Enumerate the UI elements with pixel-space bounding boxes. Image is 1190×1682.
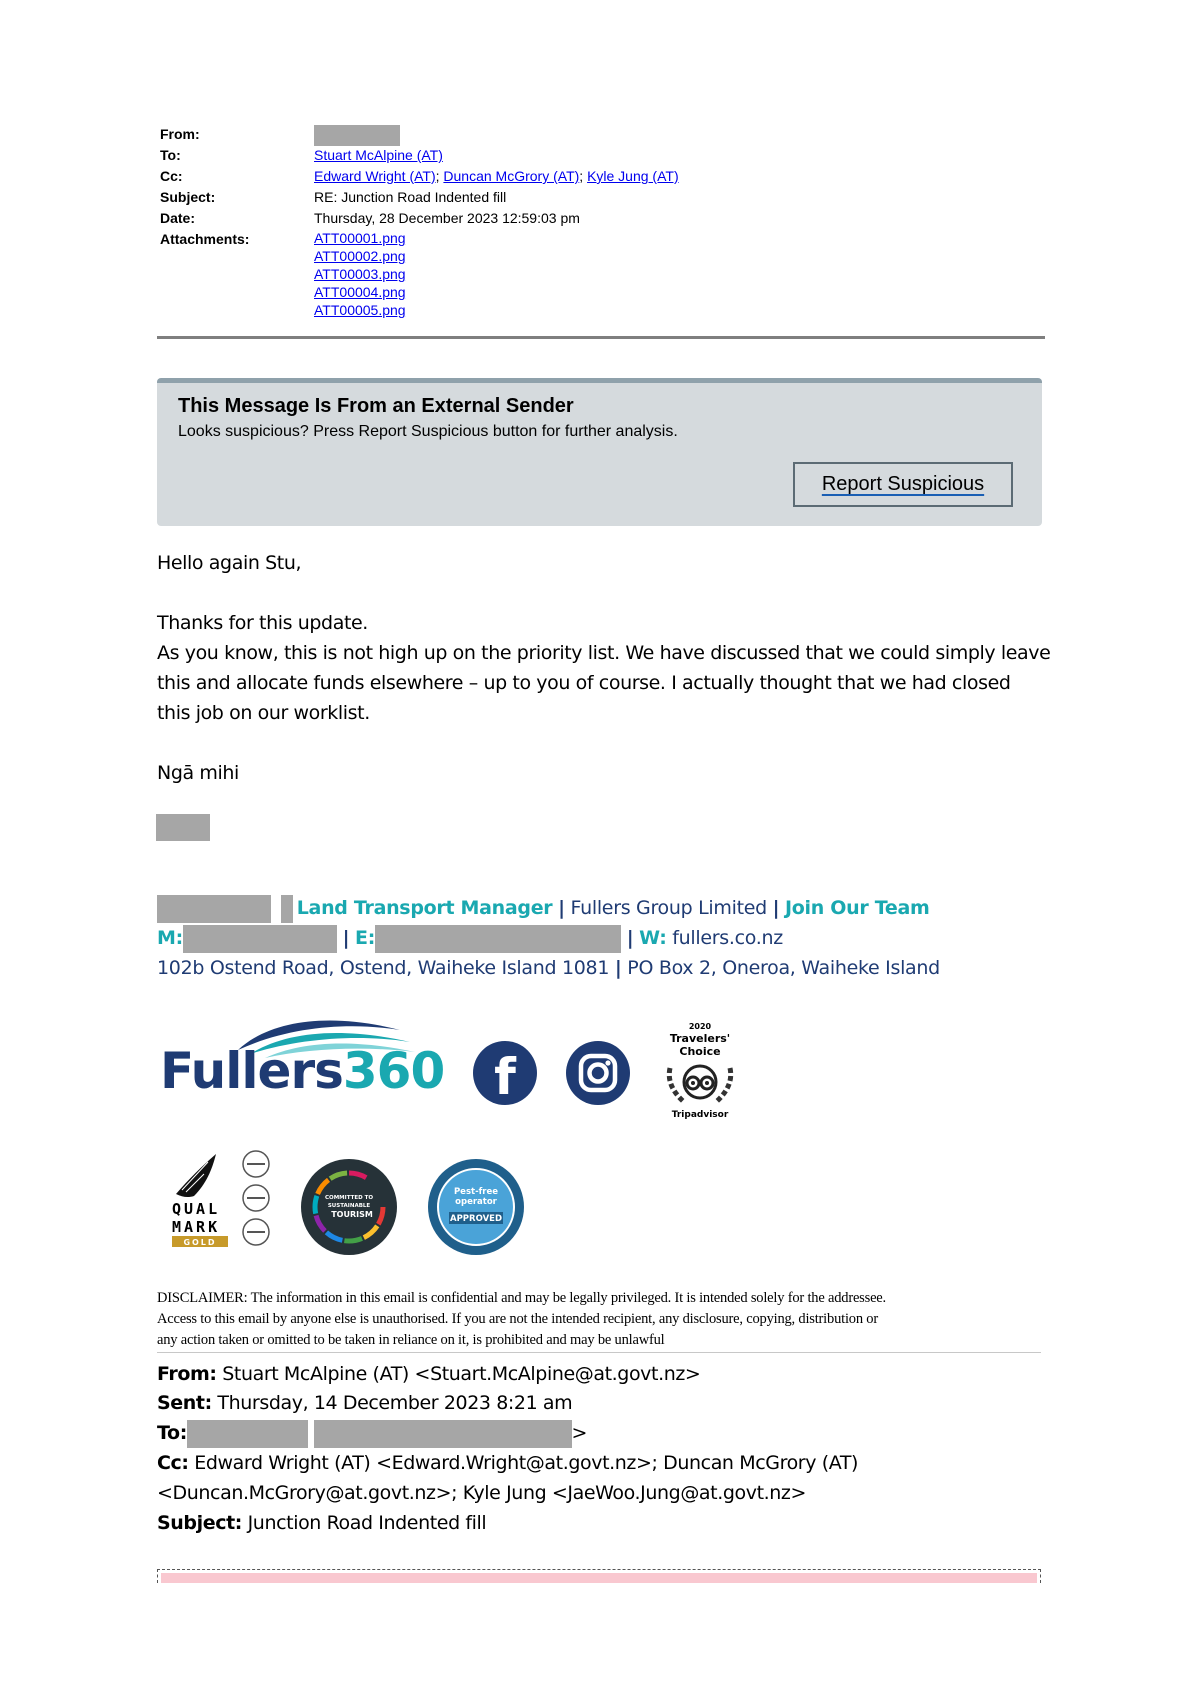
pest-free-text-line-2: operator (455, 1197, 497, 1207)
pest-free-warrant-badge (427, 1158, 525, 1256)
attachment-link[interactable]: ATT00002.png (314, 248, 406, 264)
sustainable-tourism-badge (300, 1158, 398, 1256)
tripadvisor-line-2: Choice (679, 1045, 721, 1058)
header-divider (157, 336, 1045, 339)
redaction-block (187, 1420, 308, 1448)
quoted-cc-line-2: <Duncan.McGrory@at.govt.nz>; Kyle Jung <JaeWoo.Jung@at.govt.nz> (157, 1482, 807, 1504)
instagram-icon[interactable] (565, 1040, 631, 1106)
quoted-to-line (157, 1418, 587, 1448)
to-recipient-link[interactable]: Stuart McAlpine (AT) (314, 147, 443, 163)
body-paragraph-line: this job on our worklist. (157, 702, 370, 724)
cc-recipient-link[interactable]: Duncan McGrory (AT) (443, 168, 580, 184)
redaction-block (281, 895, 293, 923)
cc-recipient-link[interactable]: Kyle Jung (AT) (587, 168, 679, 184)
quoted-sent-value: Thursday, 14 December 2023 8:21 am (211, 1392, 573, 1414)
separator: | (558, 897, 565, 919)
quoted-from-line (157, 1359, 700, 1389)
disclaimer-line: any action taken or omitted to be taken in reliance on it, is prohibited and may be unlawful (157, 1332, 665, 1348)
redaction-block (183, 925, 337, 953)
signature-line-2 (157, 923, 783, 953)
attachment-link[interactable]: ATT00004.png (314, 284, 406, 300)
header-date-row (160, 208, 1046, 229)
quoted-subject-label: Subject: (157, 1512, 242, 1534)
tripadvisor-line-1: Travelers' (669, 1032, 731, 1045)
banner-subtitle: Looks suspicious? Press Report Suspicious button for further analysis. (178, 423, 678, 440)
redaction-block (375, 925, 621, 953)
pest-free-text-line-3: APPROVED (449, 1214, 503, 1224)
quoted-cc-value: Edward Wright (AT) <Edward.Wright@at.govt.nz>; Duncan McGrory (AT) (188, 1452, 859, 1474)
cc-label: Cc: (160, 168, 183, 184)
disclaimer-line: DISCLAIMER: The information in this email is confidential and may be legally privileged. It is intended solely for the addressee. (157, 1290, 886, 1306)
separator: | (626, 927, 634, 949)
fullers360-logo (160, 1012, 445, 1092)
attachment-link[interactable]: ATT00001.png (314, 230, 406, 246)
banner-title: This Message Is From an External Sender (178, 395, 574, 417)
attachment-list (314, 229, 406, 319)
body-paragraph-line: this and allocate funds elsewhere – up to you of course. I actually thought that we had closed (157, 672, 1011, 694)
cc-separator: ; (435, 168, 440, 184)
quoted-to-label: To: (157, 1422, 187, 1444)
signature-company: Fullers Group Limited (570, 897, 767, 919)
redaction-block (314, 125, 400, 146)
facebook-icon[interactable] (472, 1040, 538, 1106)
from-label: From: (160, 126, 200, 142)
header-cc-row (160, 166, 1046, 187)
signature-line-1 (157, 893, 930, 923)
pest-free-text-line-1: Pest-free (453, 1187, 499, 1197)
greeting: Hello again Stu, (157, 552, 302, 574)
svg-text:Fullers360 (160, 1042, 444, 1092)
email-header (160, 124, 1046, 318)
fullers-wordmark: Fullers (160, 1042, 343, 1092)
body-line-1: Thanks for this update. (157, 612, 368, 634)
signature-job-title: Land Transport Manager (296, 897, 553, 919)
qualmark-gold-text: GOLD (183, 1238, 217, 1247)
web-label: W: (639, 927, 667, 949)
subject-label: Subject: (160, 189, 216, 205)
subject-value: RE: Junction Road Indented fill (314, 189, 507, 205)
join-our-team-link[interactable]: Join Our Team (785, 897, 930, 919)
quoted-divider (157, 1352, 1041, 1353)
cc-recipient-link[interactable]: Edward Wright (AT) (314, 168, 436, 184)
cc-separator: ; (579, 168, 584, 184)
qualmark-gold-badge (168, 1150, 276, 1250)
date-value: Thursday, 28 December 2023 12:59:03 pm (314, 210, 580, 226)
attachments-label: Attachments: (160, 231, 250, 247)
quoted-sent-label: Sent: (157, 1392, 212, 1414)
attachment-link[interactable]: ATT00005.png (314, 302, 406, 318)
po-box-address: PO Box 2, Oneroa, Waiheke Island (627, 957, 940, 979)
quoted-subject-value: Junction Road Indented fill (241, 1512, 487, 1534)
tourism-text-line-2: SUSTAINABLE (327, 1203, 371, 1209)
tourism-text-line-1: COMMITTED TO (325, 1195, 373, 1201)
quoted-from-label: From: (157, 1363, 217, 1385)
facebook-glyph: f (494, 1048, 516, 1106)
fullers-360-wordmark: 360 (342, 1042, 445, 1092)
redaction-block (157, 895, 271, 923)
external-sender-banner (157, 378, 1042, 526)
website-link[interactable]: fullers.co.nz (672, 927, 783, 949)
quoted-from-value: Stuart McAlpine (AT) <Stuart.McAlpine@at.govt.nz> (216, 1363, 701, 1385)
quoted-sent-line (157, 1388, 572, 1418)
quoted-cc-line (157, 1448, 858, 1478)
quoted-banner-strip (161, 1573, 1037, 1583)
tourism-text-line-3: TOURISM (331, 1210, 373, 1219)
redacted-sender-name (156, 814, 210, 841)
tripadvisor-travelers-choice-badge (658, 1020, 742, 1120)
from-value-redacted (314, 124, 400, 146)
separator: | (342, 927, 350, 949)
qualmark-text-line-2: MARK (172, 1218, 221, 1236)
tripadvisor-brand: Tripadvisor (671, 1110, 729, 1120)
date-label: Date: (160, 210, 196, 226)
mobile-label: M: (157, 927, 183, 949)
email-label: E: (355, 927, 376, 949)
disclaimer (157, 1288, 1047, 1351)
report-suspicious-button[interactable]: Report Suspicious (793, 462, 1013, 507)
separator: | (772, 897, 780, 919)
separator: | (614, 957, 622, 979)
tripadvisor-year: 2020 (688, 1022, 712, 1031)
qualmark-text-line-1: QUAL (172, 1200, 221, 1218)
attachment-link[interactable]: ATT00003.png (314, 266, 406, 282)
to-label: To: (160, 147, 181, 163)
header-attachments-row (160, 229, 1046, 318)
disclaimer-line: Access to this email by anyone else is unauthorised. If you are not the intended recipient, any disclosure, copying, distribution or (157, 1311, 878, 1327)
header-subject-row (160, 187, 1046, 208)
header-to-row (160, 145, 1046, 166)
redaction-block (314, 1420, 572, 1448)
street-address: 102b Ostend Road, Ostend, Waiheke Island 1081 (157, 957, 610, 979)
quoted-to-end: > (571, 1422, 588, 1444)
quoted-subject-line (157, 1508, 486, 1538)
quoted-cc-label: Cc: (157, 1452, 189, 1474)
signoff: Ngā mihi (157, 762, 239, 784)
header-from-row (160, 124, 1046, 145)
body-paragraph-line: As you know, this is not high up on the priority list. We have discussed that we could simply leave (157, 642, 1051, 664)
signature-line-3 (157, 953, 940, 983)
